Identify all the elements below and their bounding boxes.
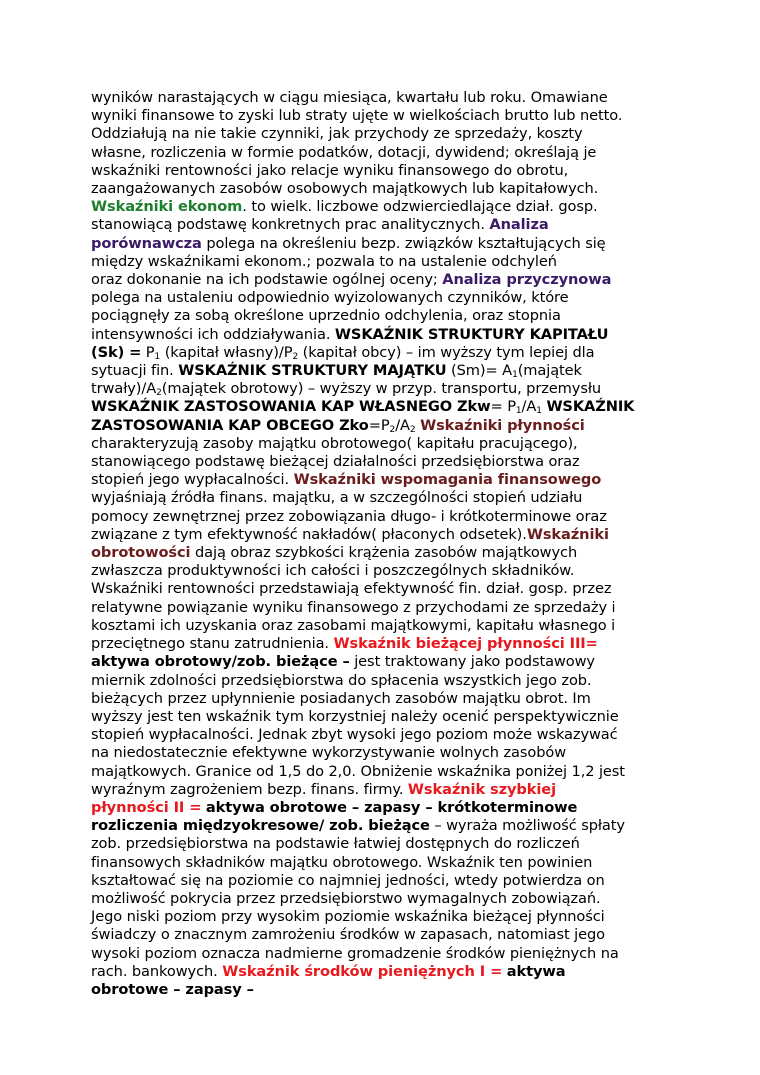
text-run: sytuacji fin. <box>91 362 179 380</box>
text-run: stopień wypłacalności. Jednak zbyt wysoki jego poziom może wskazywać <box>91 726 618 744</box>
text-run: świadczy o znacznym zamrożeniu środków w zapasach, natomiast jego <box>91 926 606 944</box>
text-line <box>91 635 679 653</box>
text-run: Oddziałują na nie takie czynniki, jak przychody ze sprzedaży, koszty <box>91 125 583 143</box>
text-line <box>91 107 679 125</box>
highlighted-term: WSKAŹNIK <box>546 398 635 416</box>
text-run: polega na określeniu bezp. związków kształtujących się <box>201 234 606 252</box>
text-line <box>91 453 679 471</box>
subscript: 2 <box>409 424 416 435</box>
text-run: miernik zdolności przedsiębiorstwa do spłacenia wszystkich jego zob. <box>91 671 592 689</box>
text-run: dają obraz szybkości krążenia zasobów majątkowych <box>190 544 578 562</box>
subscript: 2 <box>156 388 162 399</box>
text-line <box>91 162 679 180</box>
text-line <box>91 744 679 762</box>
highlighted-term: Wskaźnik bieżącej płynności III= <box>333 635 598 653</box>
text-line <box>91 781 679 799</box>
text-run: (kapitał własny)/P <box>160 343 293 361</box>
text-run: zaangażowanych zasobów osobowych majątkowych lub kapitałowych. <box>91 180 599 198</box>
text-run: finansowych składników majątku obrotowego. Wskaźnik ten powinien <box>91 853 593 871</box>
text-run: /A <box>395 416 410 434</box>
highlighted-term: aktywa obrotowy/zob. bieżące – <box>91 653 350 671</box>
text-run: rach. bankowych. <box>91 962 223 980</box>
text-run: (majątek obrotowy) – wyższy w przyp. transportu, przemysłu <box>161 380 602 398</box>
text-run: związane z tym efektywność nakładów( płaconych odsetek). <box>91 525 527 543</box>
text-run: pociągnęły za sobą określone uprzednio odchylenia, oraz stopnia <box>91 307 561 325</box>
text-run: między wskaźnikami ekonom.; pozwala to na ustalenie odchyleń <box>91 252 557 270</box>
text-line <box>91 271 679 289</box>
text-line <box>91 89 679 107</box>
text-run: zob. przedsiębiorstwa na podstawie łatwiej dostępnych do rozliczeń <box>91 835 580 853</box>
subscript: 2 <box>389 424 396 435</box>
highlighted-term: Analiza przyczynowa <box>442 271 612 289</box>
text-run: stopień jego wypłacalności. <box>91 471 294 489</box>
text-line <box>91 580 679 598</box>
text-run: /A <box>521 398 537 416</box>
text-run: wyników narastających w ciągu miesiąca, kwartału lub roku. Omawiane <box>91 89 608 106</box>
text-line <box>91 380 679 398</box>
text-line <box>91 398 679 416</box>
text-run: wysoki poziom oznacza nadmierne gromadzenie środków pieniężnych na <box>91 944 619 962</box>
text-line <box>91 945 679 963</box>
highlighted-term: Wskaźnik środków pieniężnych I = <box>222 962 503 980</box>
text-line <box>91 908 679 926</box>
text-run: (Sm)= A <box>446 362 513 380</box>
text-run: P <box>141 343 155 361</box>
subscript: 1 <box>512 370 518 381</box>
highlighted-term: obrotowości <box>91 544 191 562</box>
text-line <box>91 508 679 526</box>
highlighted-term: Analiza <box>489 216 549 234</box>
text-run: wyższy jest ten wskaźnik tym korzystniej należy ocenić perspektywicznie <box>91 707 619 725</box>
text-run: kosztami ich uzyskania oraz zasobami majątkowymi, kapitału własnego i <box>91 616 616 634</box>
text-run: na niedostatecznie efektywne wykorzystywanie wolnych zasobów <box>91 744 567 762</box>
text-line <box>91 562 679 580</box>
text-run: . to wielk. liczbowe odzwierciedlające dział. gosp. <box>242 198 598 216</box>
text-line <box>91 362 679 380</box>
text-line <box>91 471 679 489</box>
text-line <box>91 344 679 362</box>
text-run: zwłaszcza produktywności ich całości i poszczególnych składników. <box>91 562 575 580</box>
text-line <box>91 544 679 562</box>
text-line <box>91 617 679 635</box>
text-run: Jego niski poziom przy wysokim poziomie wskaźnika bieżącej płynności <box>91 908 605 926</box>
text-run: relatywne powiązanie wyniku finansowego z przychodami ze sprzedaży i <box>91 598 616 616</box>
text-line <box>91 198 679 216</box>
text-line <box>91 489 679 507</box>
text-line <box>91 854 679 872</box>
highlighted-term: aktywa <box>506 962 566 980</box>
highlighted-term: ZASTOSOWANIA KAP OBCEGO Zko <box>91 416 369 434</box>
text-line <box>91 235 679 253</box>
text-run: polega na ustaleniu odpowiednio wyizolowanych czynników, które <box>91 289 569 307</box>
text-run: własne, rozliczenia w formie podatków, dotacji, dywidend; określają je <box>91 143 597 161</box>
highlighted-term: rozliczenia międzyokresowe/ zob. bieżące <box>91 817 430 835</box>
subscript: 1 <box>515 406 522 417</box>
highlighted-term: aktywa obrotowe – zapasy – krótkoterminowe <box>205 798 578 816</box>
text-line <box>91 307 679 325</box>
text-run: jest traktowany jako podstawowy <box>349 653 595 671</box>
highlighted-term: (Sk) = <box>91 343 142 361</box>
subscript: 1 <box>154 351 161 362</box>
text-line <box>91 672 679 690</box>
text-line <box>91 125 679 143</box>
text-line <box>91 326 679 344</box>
text-run: majątkowych. Granice od 1,5 do 2,0. Obniżenie wskaźnika poniżej 1,2 jest <box>91 762 625 780</box>
text-line <box>91 289 679 307</box>
text-line <box>91 963 679 981</box>
text-run: =P <box>368 416 390 434</box>
highlighted-term: WSKAŹNIK STRUKTURY KAPITAŁU <box>334 325 609 343</box>
text-run: (majątek <box>517 362 582 380</box>
text-line <box>91 890 679 908</box>
text-run: wyniki finansowe to zyski lub straty ujęte w wielkościach brutto lub netto. <box>91 107 623 125</box>
text-run: Wskaźniki rentowności przedstawiają efektywność fin. dział. gosp. przez <box>91 580 612 598</box>
text-run: bieżących przez upłynnienie posiadanych zasobów majątku obrot. Im <box>91 689 591 707</box>
text-run: wskaźniki rentowności jako relacje wyniku finansowego do obrotu, <box>91 161 569 179</box>
text-line <box>91 435 679 453</box>
text-line <box>91 926 679 944</box>
text-run: stanowiącego podstawę bieżącej działalności przedsiębiorstwa oraz <box>91 453 580 471</box>
text-line <box>91 817 679 835</box>
highlighted-term: Wskaźniki <box>526 525 609 543</box>
highlighted-term: WSKAŹNIK STRUKTURY MAJĄTKU <box>178 362 447 380</box>
text-line <box>91 144 679 162</box>
text-run: wyraźnym zagrożeniem bezp. finans. firmy. <box>91 780 408 798</box>
text-run: trwały)/A <box>91 380 157 398</box>
text-line <box>91 253 679 271</box>
highlighted-term: porównawcza <box>91 234 202 252</box>
text-line <box>91 726 679 744</box>
text-run: intensywności ich oddziaływania. <box>91 325 335 343</box>
text-run: (kapitał obcy) – im wyższy tym lepiej dla <box>298 343 595 361</box>
text-run: przeciętnego stanu zatrudnienia. <box>91 635 334 653</box>
highlighted-term: Wskaźniki ekonom <box>91 198 243 216</box>
text-line <box>91 981 679 999</box>
highlighted-term: Wskaźnik szybkiej <box>407 780 556 798</box>
text-line <box>91 180 679 198</box>
text-run: pomocy zewnętrznej przez zobowiązania długo- i krótkoterminowe oraz <box>91 507 607 525</box>
text-line <box>91 417 679 435</box>
highlighted-term: Wskaźniki płynności <box>420 416 585 434</box>
text-run: wyjaśniają źródła finans. majątku, a w szczególności stopień udziału <box>91 489 583 507</box>
document-text <box>91 89 679 999</box>
text-line <box>91 763 679 781</box>
text-run: charakteryzują zasoby majątku obrotowego( kapitału pracującego), <box>91 434 578 452</box>
text-line <box>91 690 679 708</box>
text-run: – wyraża możliwość spłaty <box>429 817 625 835</box>
highlighted-term: Wskaźniki wspomagania finansowego <box>293 471 602 489</box>
highlighted-term: płynności II = <box>91 798 202 816</box>
text-line <box>91 599 679 617</box>
text-line <box>91 799 679 817</box>
text-line <box>91 872 679 890</box>
text-run: oraz dokonanie na ich podstawie ogólnej oceny; <box>91 271 443 289</box>
highlighted-term: WSKAŹNIK ZASTOSOWANIA KAP WŁASNEGO Zkw <box>91 398 491 416</box>
highlighted-term: obrotowe – zapasy – <box>91 980 254 998</box>
text-line <box>91 708 679 726</box>
text-line <box>91 653 679 671</box>
text-line <box>91 216 679 234</box>
text-line <box>91 526 679 544</box>
subscript: 1 <box>536 406 542 417</box>
text-run: kształtować się na poziomie co najmniej jedności, wtedy potwierdza on <box>91 871 605 889</box>
subscript: 2 <box>292 351 299 362</box>
text-run: = P <box>490 398 516 416</box>
text-run: stanowiącą podstawę konkretnych prac analitycznych. <box>91 216 490 234</box>
text-run: możliwość pokrycia przez przedsiębiorstwo wymagalnych zobowiązań. <box>91 889 601 907</box>
text-line <box>91 835 679 853</box>
